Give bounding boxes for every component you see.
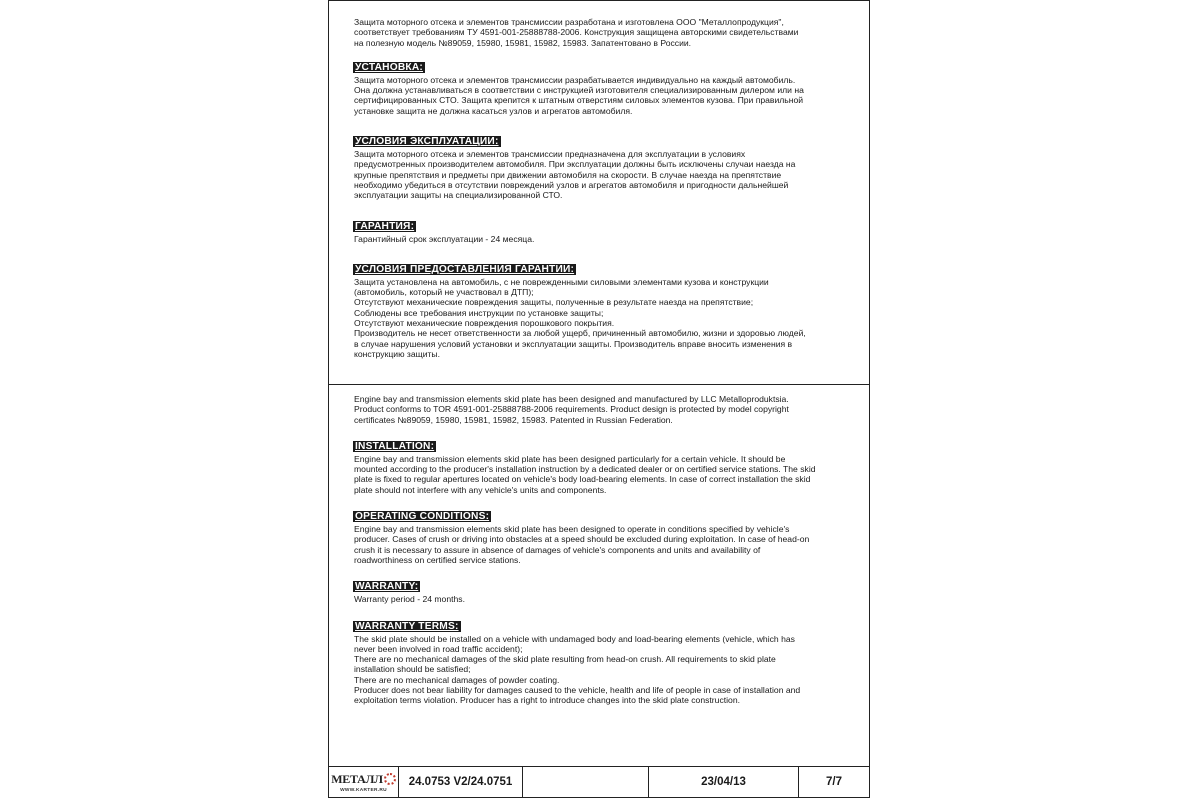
document-page — [328, 0, 870, 798]
en-installation-section — [354, 436, 844, 495]
en-installation-heading: INSTALLATION: — [355, 440, 435, 452]
text-line: эксплуатации защиты на специализированной СТО. — [354, 190, 563, 201]
text-line: Warranty period - 24 months. — [354, 594, 465, 605]
ru-installation-section — [354, 57, 844, 116]
text-line: Гарантийный срок эксплуатации - 24 месяца. — [354, 233, 535, 244]
en-intro — [354, 394, 844, 425]
text-line: crush it is necessary to assure in absence of damages of vehicle's components and units and availability of — [354, 544, 761, 555]
ru-warranty-heading: ГАРАНТИЯ: — [355, 220, 415, 232]
logo-wordmark: МЕТАЛЛ — [331, 771, 383, 786]
text-line: в случае нарушения условий установки и эксплуатации защиты. Производитель вправе вносить изменения в — [354, 338, 793, 349]
text-line: Producer does not bear liability for damages caused to the vehicle, health and life of people in case of installation and — [354, 685, 801, 696]
blank-cell — [523, 767, 649, 797]
text-line: Engine bay and transmission elements skid plate has been designed and manufactured by LLC Metalloproduktsia. — [354, 394, 789, 404]
text-line: Отсутствуют механические повреждения порошкового покрытия. — [354, 318, 615, 329]
text-line: Производитель не несет ответственности за любой ущерб, причиненный автомобилю, жизни и здоровью людей, — [354, 328, 806, 339]
text-line: never been involved in road traffic accident); — [354, 643, 523, 654]
text-line: крупные препятствия и предметы при движении автомобиля на скорости. В случае наезда на препятствие — [354, 169, 782, 180]
text-line: соответствует требованиям ТУ 4591-001-25888788-2006. Конструкция защищена авторскими свидетельствами — [354, 27, 799, 38]
page-number: 7/7 — [826, 776, 842, 788]
company-logo — [329, 767, 399, 797]
ru-terms-heading: УСЛОВИЯ ПРЕДОСТАВЛЕНИЯ ГАРАНТИИ: — [355, 263, 575, 275]
russian-section — [329, 17, 869, 359]
en-operating-heading: OPERATING CONDITIONS: — [355, 511, 490, 523]
ru-terms-section — [354, 259, 844, 359]
en-operating-section — [354, 506, 844, 565]
part-code: 24.0753 V2/24.0751 — [399, 767, 523, 797]
ru-warranty-section — [354, 216, 844, 244]
text-line: Отсутствуют механические повреждения защиты, полученные в результате наезда на препятствие; — [354, 297, 754, 308]
text-line: plate is fixed to regular apertures located on vehicle's body load-bearing elements. In case of correct installation the skid — [354, 474, 811, 485]
text-line: Она должна устанавливаться в соответствии с инструкцией изготовителя специализированным дилером или на — [354, 85, 804, 96]
english-section — [329, 384, 869, 766]
ru-operating-heading: УСЛОВИЯ ЭКСПЛУАТАЦИИ: — [355, 136, 499, 148]
en-operating-text — [354, 524, 844, 565]
text-line: producer. Cases of crush or driving into obstacles at a speed should be excluded during exploitation. In case of head-on — [354, 534, 810, 545]
ru-warranty-text — [354, 234, 844, 244]
text-line: конструкцию защиты. — [354, 348, 441, 359]
text-line: Engine bay and transmission elements skid plate has been designed particularly for a certain vehicle. It should be — [354, 453, 786, 464]
ru-operating-text — [354, 149, 844, 200]
text-line: certificates №89059, 15980, 15981, 15982, 15983. Patented in Russian Federation. — [354, 414, 673, 425]
text-line: The skid plate should be installed on a vehicle with undamaged body and load-bearing elements (vehicle, which has — [354, 633, 795, 644]
text-line: предусмотренных производителем автомобиля. При эксплуатации должны быть исключены случаи наезда на — [354, 159, 796, 170]
text-line: Защита моторного отсека и элементов трансмиссии разрабатывается индивидуально на каждый автомобиль. — [354, 74, 796, 85]
text-line: Product conforms to TOR 4591-001-25888788-2006 requirements. Product design is protected by model copyright — [354, 404, 789, 415]
ru-intro — [354, 17, 844, 48]
ru-installation-text — [354, 75, 844, 116]
en-warranty-section — [354, 576, 844, 604]
text-line: mounted according to the producer's installation instruction by a dedicated dealer or on certified service stations. The skid — [354, 464, 816, 475]
text-line: Защита установлена на автомобиль, с не поврежденными силовыми элементами кузова и конструкции — [354, 276, 769, 287]
text-line: (автомобиль, который не участвовал в ДТП); — [354, 287, 534, 298]
text-line: Защита моторного отсека и элементов трансмиссии разработана и изготовлена ООО "Металлопродукция", — [354, 17, 784, 27]
gear-logo-icon — [384, 773, 396, 785]
logo-website: WWW.KARTER.RU — [340, 787, 387, 793]
text-line: необходимо убедиться в отсутствии повреждений узлов и агрегатов автомобиля и пригодности дальнейшей — [354, 179, 789, 190]
document-date: 23/04/13 — [649, 767, 799, 797]
ru-installation-heading: УСТАНОВКА: — [355, 61, 423, 73]
text-line: exploitation terms violation. Producer has a right to introduce changes into the skid plate construction. — [354, 695, 740, 706]
en-terms-text — [354, 634, 844, 706]
en-installation-text — [354, 454, 844, 495]
text-line: установке защита не должна касаться узлов и агрегатов автомобиля. — [354, 105, 633, 116]
text-line: plate should not interfere with any vehicle's units and components. — [354, 484, 607, 495]
text-line: Защита моторного отсека и элементов трансмиссии предназначена для эксплуатации в условиях — [354, 149, 746, 160]
text-line: на полезную модель №89059, 15980, 15981, 15982, 15983. Запатентовано в России. — [354, 37, 692, 48]
text-line: installation should be satisfied; — [354, 664, 471, 675]
text-line: There are no mechanical damages of the skid plate resulting from head-on crush. All requirements to skid plate — [354, 654, 776, 665]
title-block — [329, 766, 869, 797]
text-line: There are no mechanical damages of powder coating. — [354, 674, 560, 685]
text-line: сертифицированных СТО. Защита крепится к штатным отверстиям силовых элементов кузова. При правильной — [354, 95, 804, 106]
en-warranty-heading: WARRANTY: — [355, 581, 419, 593]
ru-terms-text — [354, 277, 844, 359]
text-line: Соблюдены все требования инструкции по установке защиты; — [354, 307, 604, 318]
en-warranty-text — [354, 594, 844, 604]
en-terms-heading: WARRANTY TERMS: — [355, 620, 459, 632]
text-line: Engine bay and transmission elements skid plate has been designed to operate in conditions specified by vehicle's — [354, 524, 790, 535]
ru-operating-section — [354, 131, 844, 200]
text-line: roadworthiness on certified service stations. — [354, 554, 521, 565]
en-terms-section — [354, 616, 844, 706]
